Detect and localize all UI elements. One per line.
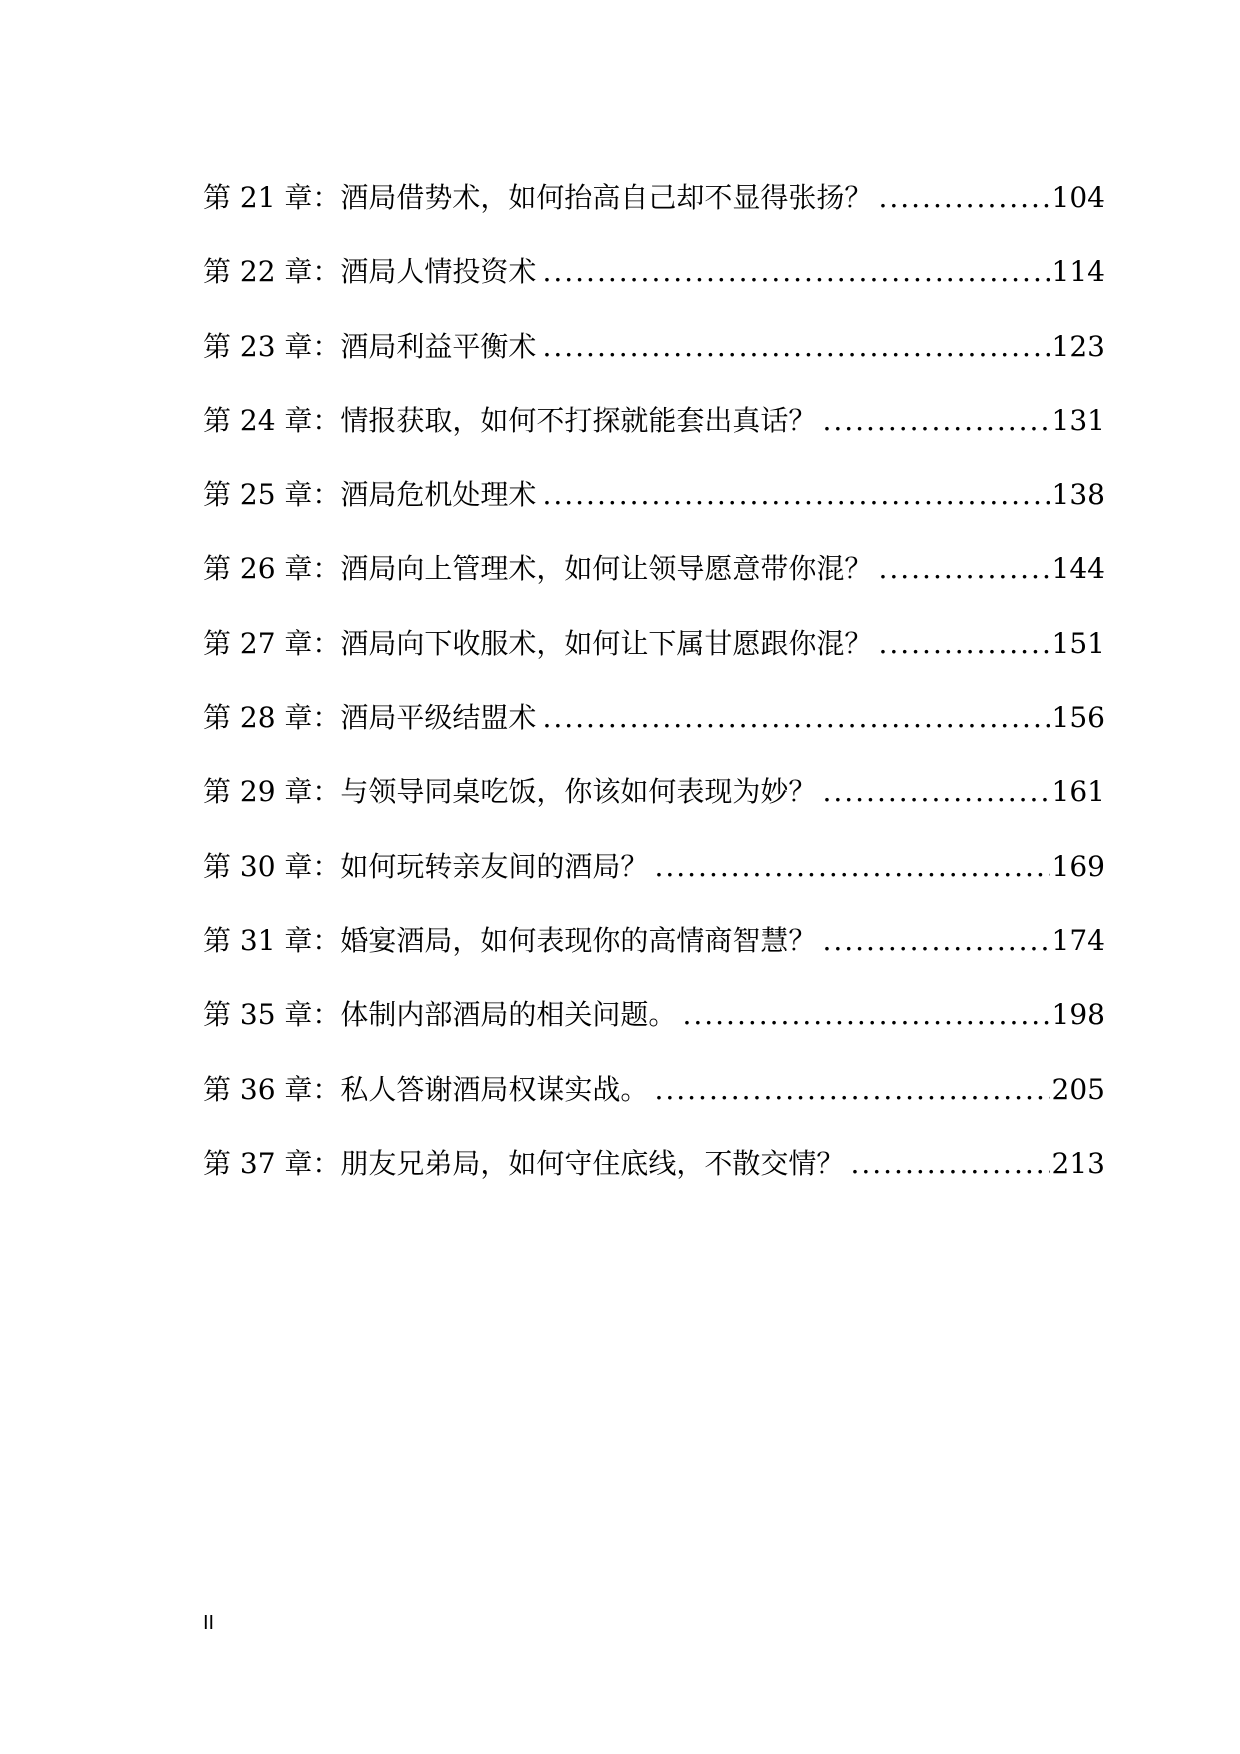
toc-dot-leader: [654, 839, 1049, 895]
toc-dot-leader: [682, 987, 1049, 1043]
toc-entry-title: 第 21 章：酒局借势术，如何抬高自己却不显得张扬？: [203, 181, 873, 214]
toc-entry[interactable]: [203, 1062, 1105, 1136]
toc-dot-leader: [542, 244, 1049, 300]
toc-entry[interactable]: [203, 393, 1105, 467]
toc-entry[interactable]: [203, 1136, 1105, 1210]
toc-entry-page: 205: [1051, 1072, 1105, 1106]
toc-entry[interactable]: [203, 616, 1105, 690]
toc-entry-page: 144: [1051, 552, 1105, 586]
toc-dot-leader: [542, 467, 1049, 523]
toc-entry[interactable]: [203, 319, 1105, 393]
toc-entry-page: 123: [1051, 329, 1105, 363]
toc-entry-page: 131: [1051, 403, 1105, 437]
toc-entry[interactable]: [203, 244, 1105, 318]
toc-entry-title: 第 29 章：与领导同桌吃饭，你该如何表现为妙？: [203, 775, 817, 809]
toc-entry-title: 第 35 章：体制内部酒局的相关问题。: [203, 998, 677, 1032]
toc-entry-title: 第 26 章：酒局向上管理术，如何让领导愿意带你混？: [203, 552, 873, 586]
toc-entry-title: 第 36 章：私人答谢酒局权谋实战。: [203, 1072, 649, 1106]
toc-entry-page: 156: [1051, 701, 1105, 735]
toc-entry-page: 169: [1051, 849, 1105, 883]
toc-entry-title: 第 24 章：情报获取，如何不打探就能套出真话？: [203, 403, 817, 437]
toc-entry-title: 第 25 章：酒局危机处理术: [203, 478, 537, 512]
toc-entry-title: 第 27 章：酒局向下收服术，如何让下属甘愿跟你混？: [203, 626, 873, 660]
toc-entry[interactable]: [203, 913, 1105, 987]
toc-entry[interactable]: [203, 541, 1105, 615]
table-of-contents: [203, 170, 1105, 1210]
toc-dot-leader: [822, 913, 1049, 969]
toc-entry-page: 151: [1051, 626, 1105, 660]
toc-entry-page: 114: [1051, 255, 1105, 289]
toc-entry-page: 213: [1051, 1146, 1105, 1180]
toc-entry-page: 138: [1051, 478, 1105, 512]
toc-dot-leader: [878, 170, 1049, 226]
toc-dot-leader: [654, 1062, 1049, 1118]
toc-entry[interactable]: [203, 467, 1105, 541]
toc-entry-title: 第 28 章：酒局平级结盟术: [203, 701, 537, 735]
toc-entry-title: 第 23 章：酒局利益平衡术: [203, 329, 537, 363]
toc-entry-page: 174: [1051, 923, 1105, 957]
toc-dot-leader: [542, 319, 1049, 375]
toc-entry[interactable]: [203, 987, 1105, 1061]
toc-entry-title: 第 22 章：酒局人情投资术: [203, 255, 537, 289]
toc-dot-leader: [542, 690, 1049, 746]
toc-entry-page: 104: [1051, 181, 1105, 214]
toc-dot-leader: [878, 541, 1049, 597]
toc-entry-page: 161: [1051, 775, 1105, 809]
toc-entry-page: 198: [1051, 998, 1105, 1032]
page-number: II: [203, 1612, 215, 1634]
toc-entry-title: 第 30 章：如何玩转亲友间的酒局？: [203, 849, 649, 883]
toc-entry[interactable]: [203, 170, 1105, 244]
toc-dot-leader: [850, 1136, 1049, 1192]
toc-dot-leader: [822, 764, 1049, 820]
toc-entry-title: 第 31 章：婚宴酒局，如何表现你的高情商智慧？: [203, 923, 817, 957]
toc-entry[interactable]: [203, 690, 1105, 764]
toc-dot-leader: [878, 616, 1049, 672]
toc-dot-leader: [822, 393, 1049, 449]
toc-entry[interactable]: [203, 764, 1105, 838]
toc-entry[interactable]: [203, 839, 1105, 913]
toc-entry-title: 第 37 章：朋友兄弟局，如何守住底线，不散交情？: [203, 1146, 845, 1180]
